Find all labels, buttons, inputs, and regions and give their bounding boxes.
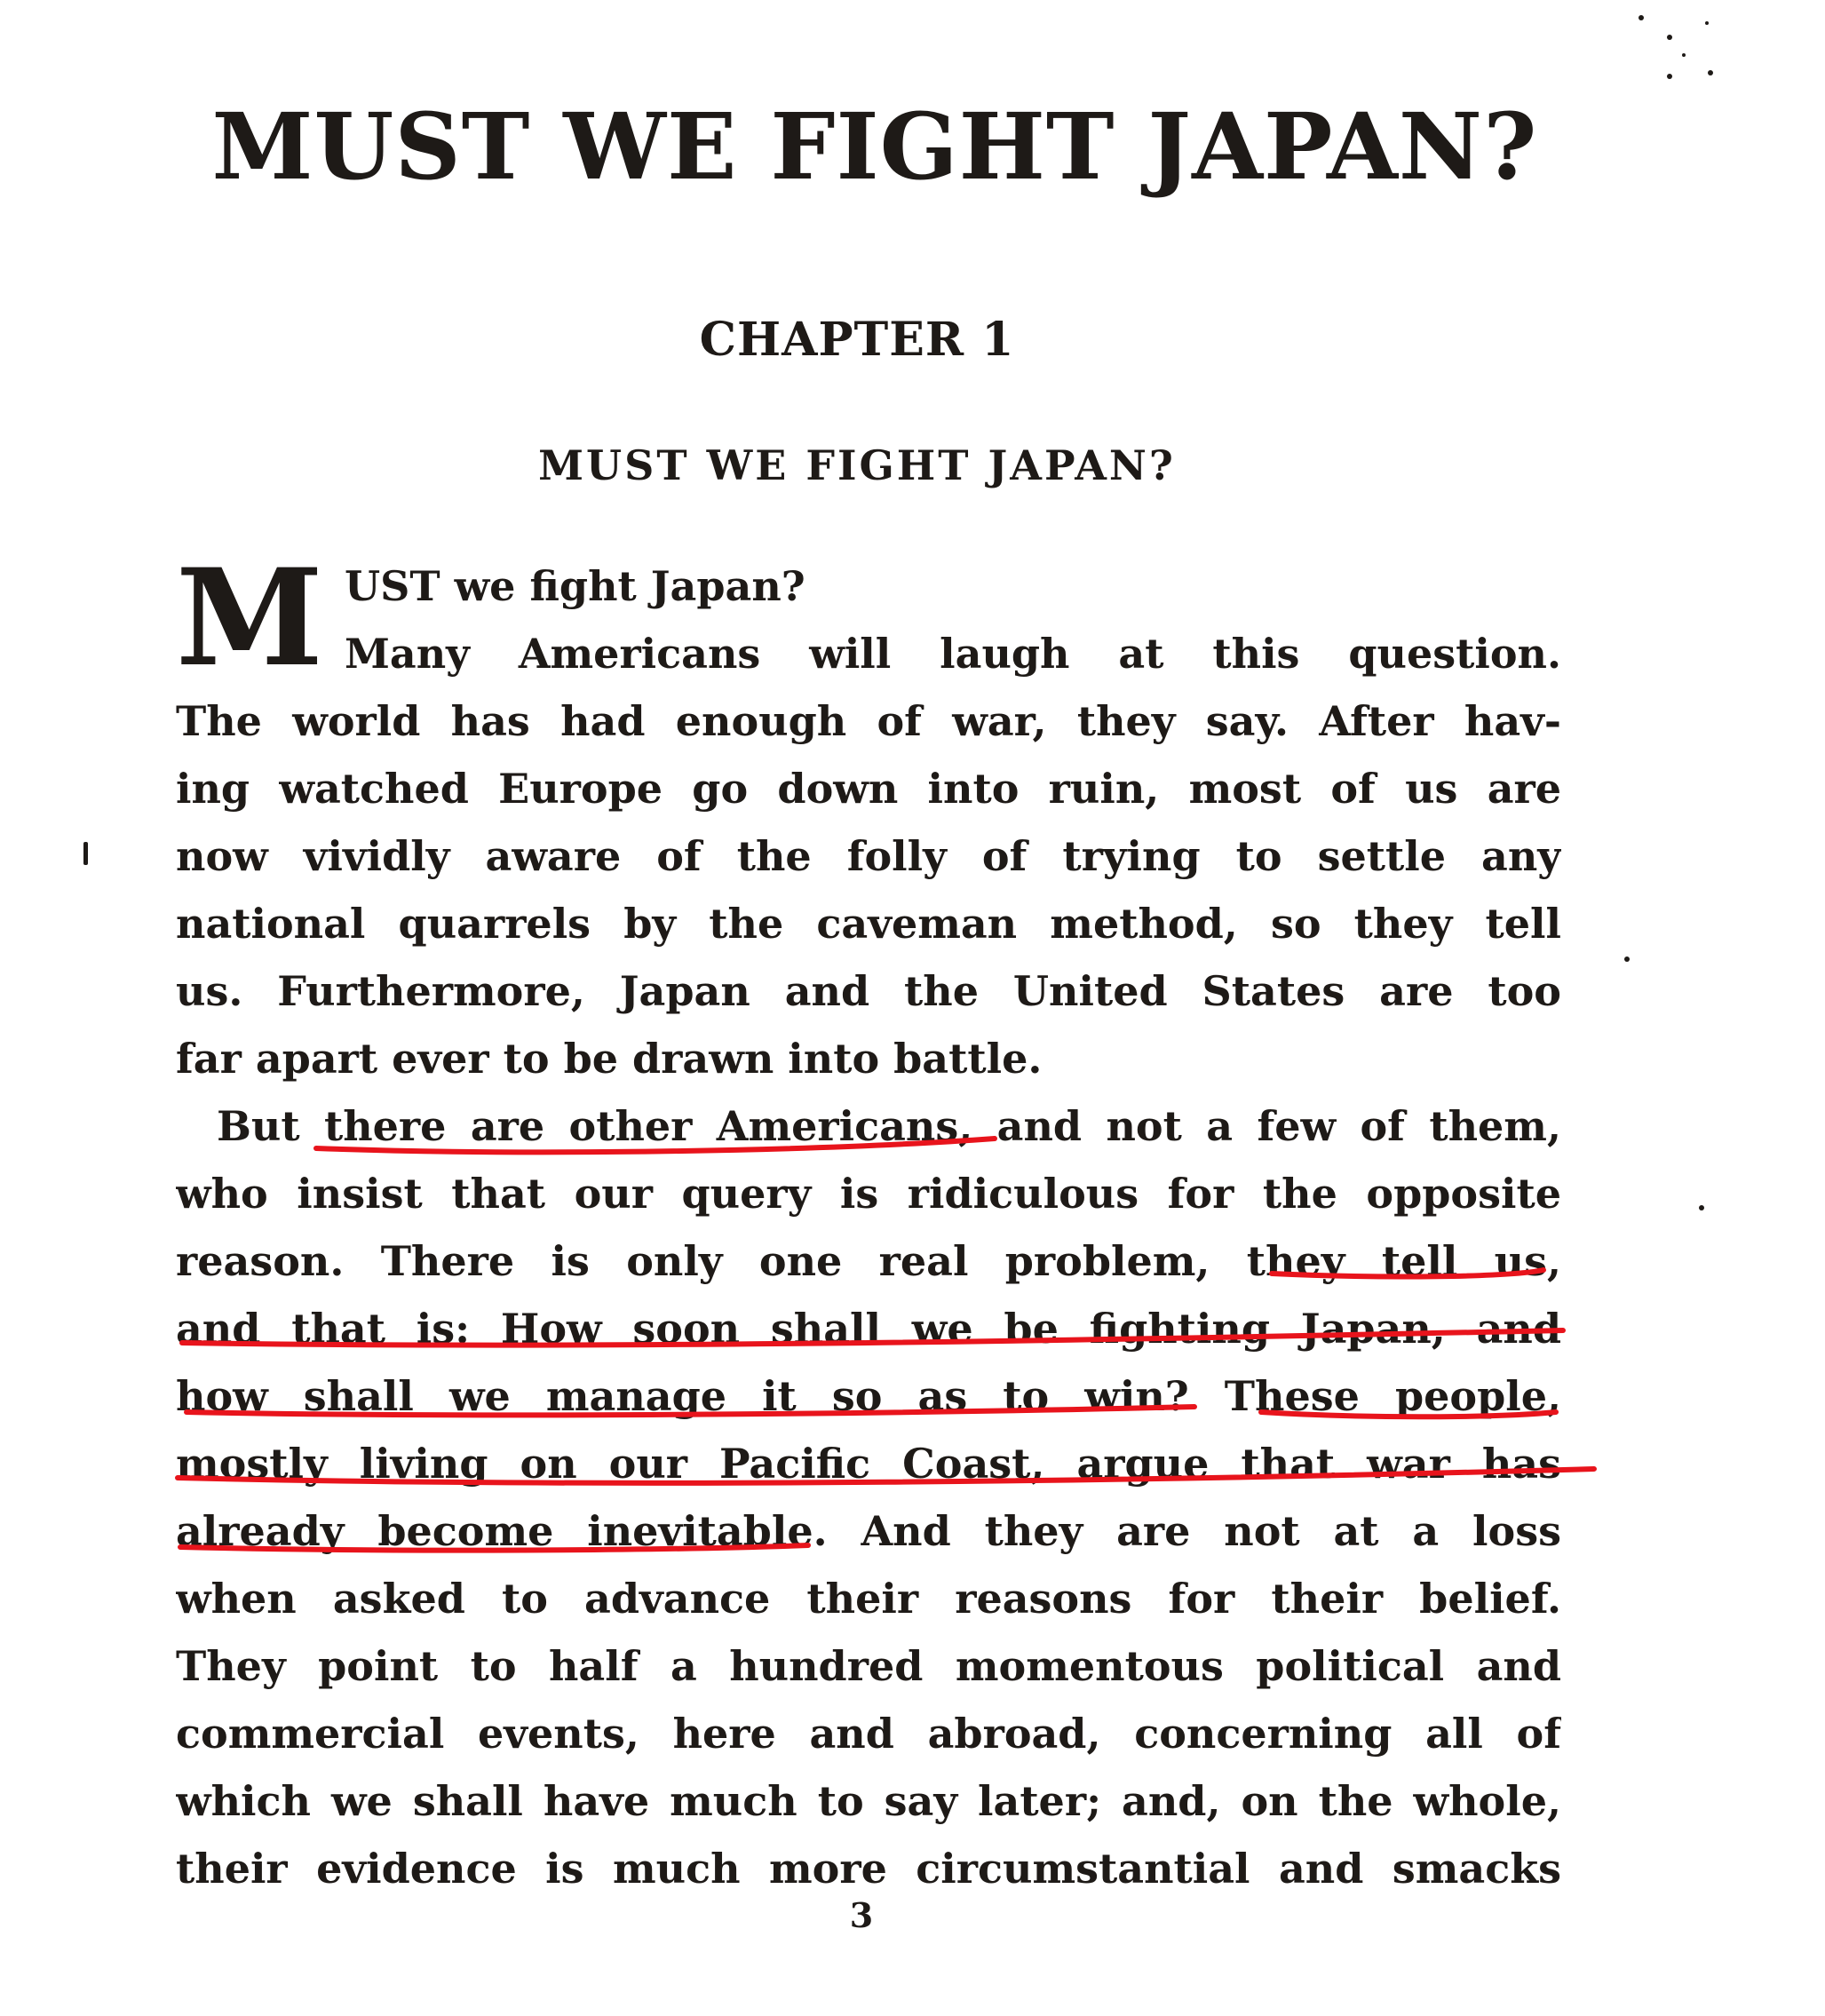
- drop-cap: M: [176, 540, 324, 696]
- scan-speck: [1699, 1205, 1704, 1210]
- text-line: national quarrels by the caveman method, so they tell: [176, 900, 1561, 948]
- text-line: who insist that our query is ridiculous for the opposite: [176, 1170, 1561, 1218]
- text-line: ing watched Europe go down into ruin, most of us are: [176, 765, 1561, 813]
- page-number: 3: [849, 1895, 874, 1935]
- scan-speck: [1708, 70, 1713, 75]
- text-line: far apart ever to be drawn into battle.: [176, 1035, 1043, 1083]
- scan-speck: [1682, 53, 1686, 57]
- scan-speck: [1639, 15, 1644, 20]
- text-line: UST we fight Japan?: [345, 562, 805, 610]
- scan-speck: [1667, 35, 1672, 40]
- scan-speck: [1624, 956, 1630, 962]
- chapter-title: MUST WE FIGHT JAPAN?: [538, 441, 1176, 489]
- text-line: The world has had enough of war, they say. After hav-: [176, 697, 1561, 745]
- text-line: their evidence is much more circumstantial and smacks: [176, 1845, 1561, 1893]
- text-line: us. Furthermore, Japan and the United States are too: [176, 967, 1561, 1015]
- text-line: mostly living on our Pacific Coast, argue that war has: [176, 1440, 1561, 1488]
- scan-speck: [1705, 21, 1709, 25]
- book-title: MUST WE FIGHT JAPAN?: [211, 93, 1538, 201]
- text-line: when asked to advance their reasons for their belief.: [176, 1575, 1561, 1623]
- text-line: commercial events, here and abroad, concerning all of: [176, 1710, 1561, 1758]
- text-line: how shall we manage it so as to win? These people,: [176, 1372, 1561, 1420]
- text-line: Many Americans will laugh at this question.: [345, 630, 1561, 678]
- scan-speck: [83, 842, 88, 865]
- text-line: But there are other Americans, and not a few of them,: [217, 1102, 1561, 1150]
- text-line: already become inevitable. And they are not at a loss: [176, 1507, 1561, 1555]
- text-line: and that is: How soon shall we be fighting Japan, and: [176, 1305, 1561, 1353]
- chapter-label: CHAPTER 1: [699, 313, 1015, 367]
- text-line: reason. There is only one real problem, they tell us,: [176, 1237, 1561, 1285]
- scan-speck: [1667, 74, 1672, 79]
- text-line: They point to half a hundred momentous political and: [176, 1642, 1561, 1690]
- text-line: which we shall have much to say later; and, on the whole,: [176, 1777, 1561, 1825]
- text-line: now vividly aware of the folly of trying to settle any: [176, 832, 1561, 880]
